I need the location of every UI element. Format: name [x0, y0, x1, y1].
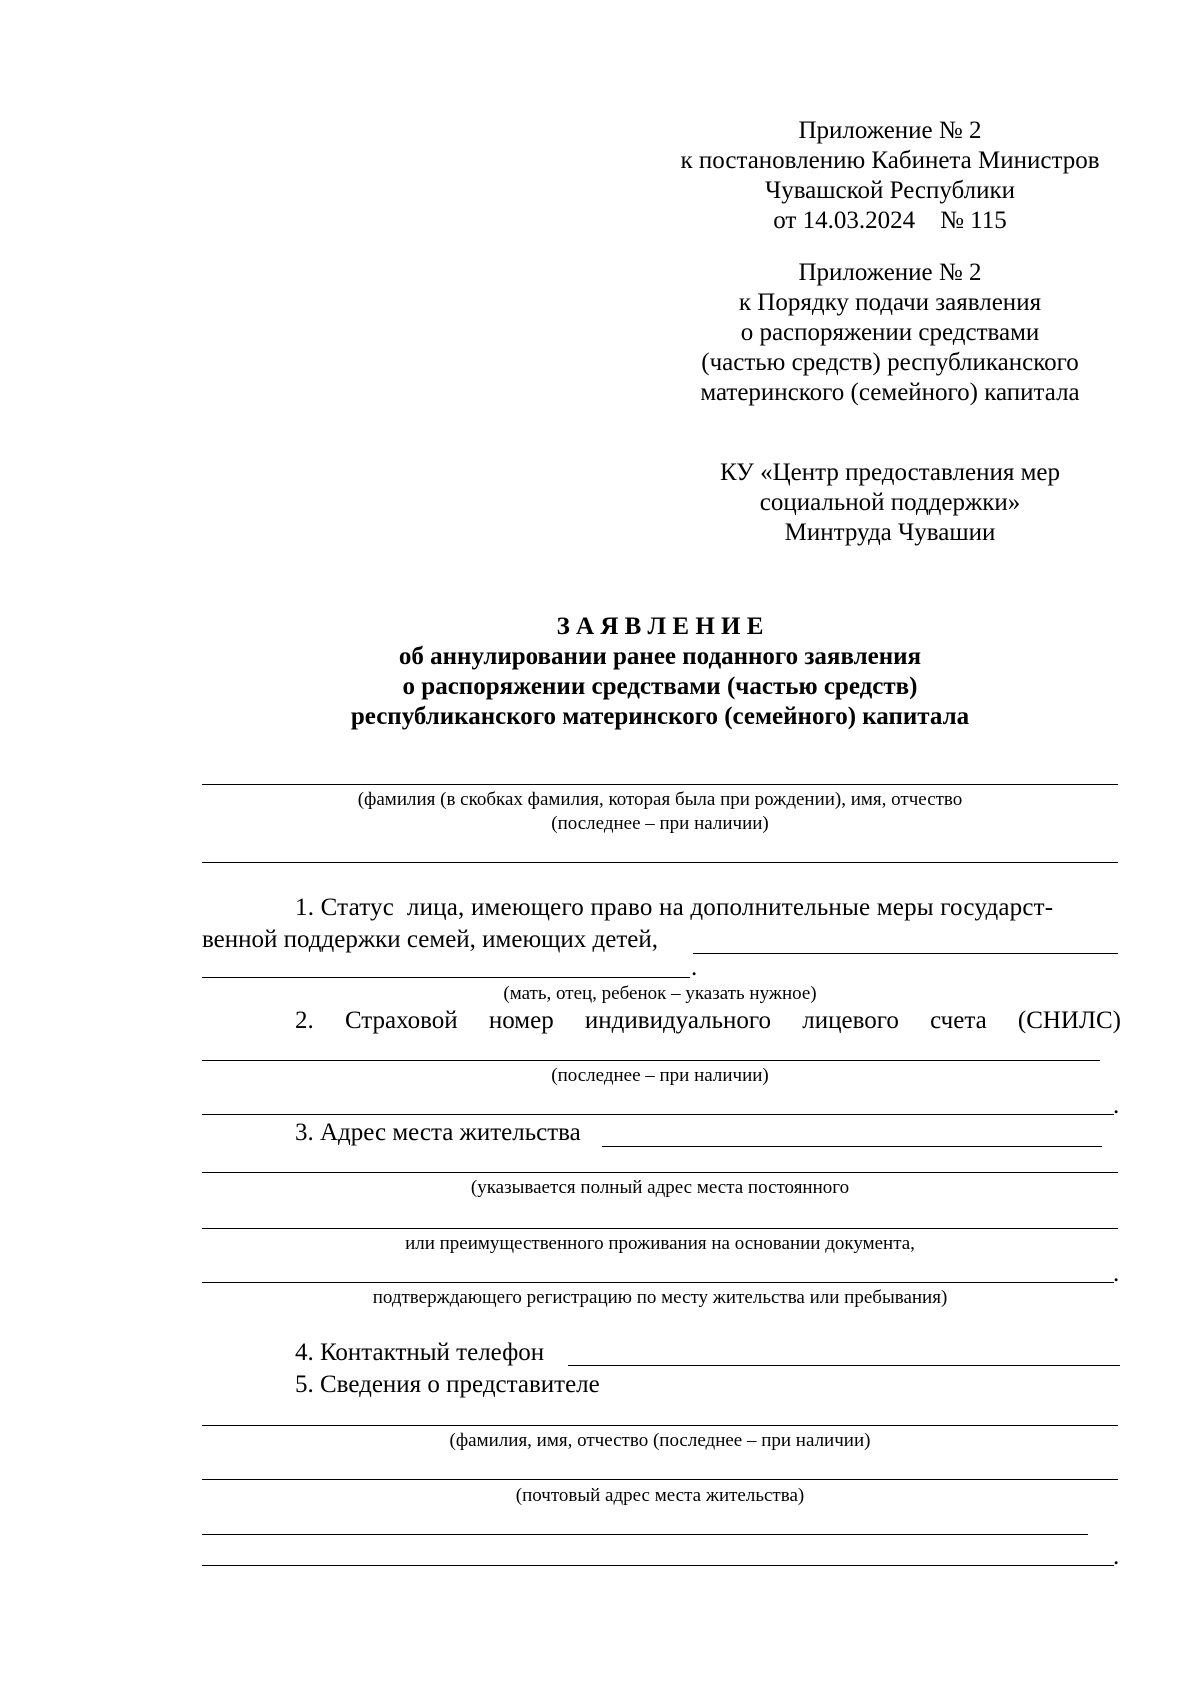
item2-text [295, 1006, 1121, 1036]
addressee-line1: КУ «Центр предоставления мер [719, 459, 1060, 486]
item2-word5: счета [930, 1007, 987, 1034]
item2-word2: номер [488, 1007, 554, 1034]
address-period: . [1113, 1260, 1120, 1287]
appendix-1-date: от 14.03.2024 № 115 [773, 207, 1007, 234]
appendix-header-2 [660, 258, 1120, 408]
rep-address-field-line-2[interactable] [202, 1534, 1088, 1535]
rep-fio-hint: (фамилия, имя, отчество (последнее – при наличии) [449, 1430, 871, 1451]
snils-hint: (последнее – при наличии) [551, 1065, 769, 1086]
phone-field-line[interactable] [568, 1365, 1120, 1366]
address-hint-1: (указывается полный адрес места постоянного [470, 1177, 850, 1198]
fio-hint-line1: (фамилия (в скобках фамилия, которая была при рождении), имя, отчество [357, 789, 963, 810]
rep-address-hint: (почтовый адрес места жительства) [515, 1485, 805, 1506]
item2-number: 2. [295, 1007, 314, 1034]
address-field-line-3[interactable] [202, 1228, 1118, 1229]
address-hint-3: подтверждающего регистрацию по месту жительства или пребывания) [372, 1287, 948, 1308]
appendix-2-line5: материнского (семейного) капитала [700, 379, 1080, 406]
addressee-block [670, 458, 1110, 548]
addressee-line3: Минтруда Чувашии [784, 519, 996, 546]
address-field-line[interactable] [602, 1146, 1102, 1147]
appendix-2-line2: к Порядку подачи заявления [738, 289, 1042, 316]
appendix-1-number: Приложение № 2 [798, 117, 982, 144]
item3-label: 3. Адрес места жительства [295, 1119, 581, 1146]
item4-label: 4. Контактный телефон [295, 1339, 545, 1366]
item1-text-line1: 1. Статус лица, имеющего право на дополнительные меры государст- [295, 894, 1054, 921]
fio-field-line-2[interactable] [202, 862, 1118, 863]
snils-field-line-2[interactable] [202, 1114, 1114, 1115]
status-hint: (мать, отец, ребенок – указать нужное) [503, 983, 817, 1004]
item2-word3: индивидуального [584, 1007, 772, 1034]
document-title: З А Я В Л Е Н И Е [556, 613, 764, 640]
fio-hint-line2: (последнее – при наличии) [551, 813, 769, 834]
rep-address-period: . [1113, 1543, 1120, 1570]
fio-field-line[interactable] [202, 784, 1118, 785]
item5-label: 5. Сведения о представителе [295, 1371, 600, 1398]
snils-field-line[interactable] [202, 1060, 1100, 1061]
status-period: . [691, 954, 698, 981]
item2-word4: лицевого [802, 1007, 899, 1034]
document-subtitle-3: республиканского материнского (семейного) капитала [350, 703, 970, 730]
snils-period: . [1113, 1092, 1120, 1119]
fio-hint [202, 788, 1118, 836]
appendix-1-republic: Чувашской Республики [764, 177, 1016, 204]
status-field-line-2[interactable] [202, 977, 690, 978]
appendix-2-line3: о распоряжении средствами [740, 319, 1040, 346]
document-subtitle-2: о распоряжении средствами (частью средств) [402, 673, 918, 700]
appendix-header-1 [660, 116, 1120, 236]
addressee-line2: социальной поддержки» [759, 489, 1021, 516]
document-subtitle-1: об аннулировании ранее поданного заявления [398, 643, 922, 670]
document-title-block [200, 612, 1120, 732]
item2-word6: (СНИЛС) [1017, 1007, 1121, 1034]
rep-fio-field-line[interactable] [202, 1425, 1118, 1426]
item2-word1: Страховой [344, 1007, 458, 1034]
rep-address-field-line[interactable] [202, 1479, 1118, 1480]
rep-address-field-line-3[interactable] [202, 1565, 1114, 1566]
address-field-line-4[interactable] [202, 1282, 1114, 1283]
status-field-line[interactable] [693, 953, 1118, 954]
appendix-1-decree: к постановлению Кабинета Министров [680, 147, 1100, 174]
item1-text-line2: венной поддержки семей, имеющих детей, [202, 926, 658, 953]
appendix-2-line4: (частью средств) республиканского [701, 349, 1079, 376]
appendix-2-number: Приложение № 2 [798, 259, 982, 286]
address-hint-2: или преимущественного проживания на основании документа, [405, 1233, 915, 1254]
address-field-line-2[interactable] [202, 1172, 1118, 1173]
